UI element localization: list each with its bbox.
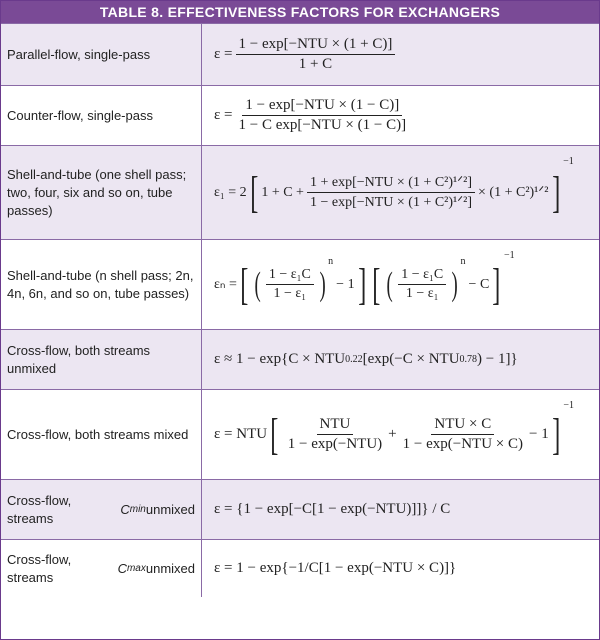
row-label: Parallel-flow, single-pass: [1, 24, 202, 85]
row-label: Counter-flow, single-pass: [1, 86, 202, 145]
table-row: [1, 85, 599, 145]
formula: ε ≈ 1 − exp{C × NTU 0.22 [exp(−C × NTU 0.78 ) − 1]}: [214, 351, 518, 367]
formula: ε = 1 − exp{−1/C[1 − exp(−NTU × C)]}: [214, 560, 457, 576]
row-label: Shell-and-tube (n shell pass; 2n, 4n, 6n, and so on, tube passes): [1, 240, 202, 329]
table-row: [1, 329, 599, 389]
formula: ε = $\frac{\text{1 − exp[−NTU × (1 + C)]}}{1 + C}$: [202, 24, 599, 85]
table-row: [1, 389, 599, 479]
row-label: Cross-flow, both streams unmixed: [1, 330, 202, 389]
table-row: [1, 239, 599, 329]
table-title: TABLE 8. EFFECTIVENESS FACTORS FOR EXCHANGERS: [1, 1, 599, 23]
table-row: [1, 145, 599, 239]
row-label: Shell-and-tube (one shell pass; two, four, six and so on, tube passes): [1, 146, 202, 239]
row-label: Cross-flow, both streams mixed: [1, 390, 202, 479]
table-row: [1, 539, 599, 597]
formula: ε = $\frac{\text{1 − exp[−NTU × (1 − C)]}}{\text{1 − C exp[−NTU × (1 − C)]}}$: [214, 97, 407, 133]
formula: ε₁ = 2 [ 1 + C + $\frac{\text{1 + exp[−NTU × (1 + C²)¹ᐟ²]}}{\text{1 − exp[−NTU × (1 + C²)¹ᐟ²]}}$ × (1 + C²)¹ᐟ² ] −1: [214, 156, 574, 217]
table-row: [1, 23, 599, 85]
formula: ε = {1 − exp[−C[1 − exp(−NTU)]]} / C: [214, 501, 451, 517]
row-label: Cross-flow, streams C min unmixed: [1, 480, 202, 539]
formula: ε = NTU [ $\frac{\text{NTU}}{\text{1 − exp(−NTU)}}$ + $\frac{\text{NTU × C}}{\text{1 − exp(−NTU × C)}}$ − 1 ] −1: [214, 400, 574, 459]
table-row: [1, 479, 599, 539]
formula: εₙ = [ ( $\frac{\text{1 − ε₁C}}{\text{1 − ε₁}}$ ) n − 1 ] [ ( $\frac{\text{1 − ε₁C}}{\text{1 − ε₁}}$ ) n − C ] −1: [214, 250, 515, 309]
row-label: Cross-flow, streams C max unmixed: [1, 540, 202, 597]
